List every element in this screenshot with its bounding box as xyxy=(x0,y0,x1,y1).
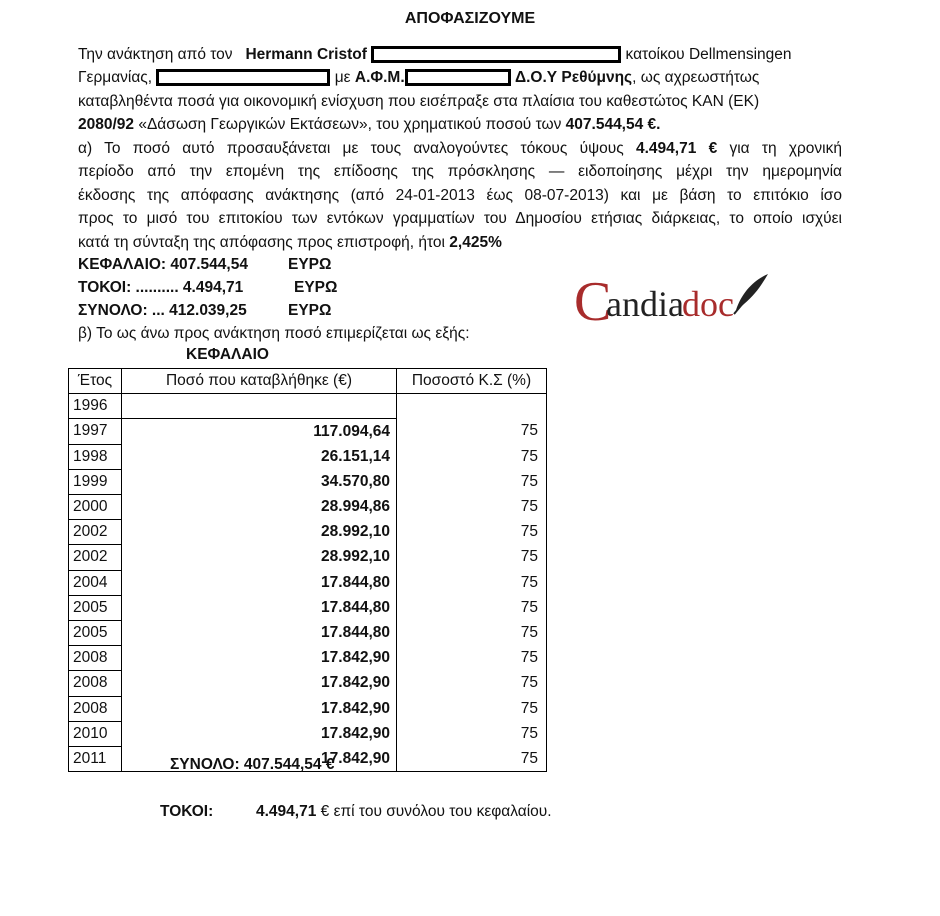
table-row xyxy=(69,721,547,746)
cell-year: 2005 xyxy=(69,595,122,620)
recovery-paragraph xyxy=(78,43,842,137)
table-row xyxy=(69,671,547,696)
cell-pct: 75 xyxy=(397,747,547,772)
breakdown-intro: β) Το ως άνω προς ανάκτηση ποσό επιμερίζεται ως εξής: xyxy=(78,325,470,342)
table-row xyxy=(69,696,547,721)
col-percent: Ποσοστό Κ.Σ (%) xyxy=(397,369,547,394)
page-title: ΑΠΟΦΑΣΙΖΟΥΜΕ xyxy=(404,10,536,27)
cell-amount: 28.992,10 xyxy=(122,520,397,545)
cell-year: 2010 xyxy=(69,721,122,746)
cell-pct: 75 xyxy=(397,444,547,469)
col-year: Έτος xyxy=(69,369,122,394)
table-row xyxy=(69,545,547,570)
cell-pct: 75 xyxy=(397,570,547,595)
table-row xyxy=(69,520,547,545)
cell-amount xyxy=(122,394,397,419)
capital-amount: 407.544,54 €. xyxy=(565,116,661,134)
table-row xyxy=(69,394,547,419)
cell-amount: 17.844,80 xyxy=(122,570,397,595)
cell-year: 2004 xyxy=(69,570,122,595)
interest-rate-line: κατά τη σύνταξη της απόφασης προς επιστροφή, ήτοι 2,425% xyxy=(78,234,502,251)
table-row xyxy=(69,469,547,494)
cell-year: 2008 xyxy=(69,696,122,721)
table-heading: ΚΕΦΑΛΑΙΟ xyxy=(186,346,269,363)
table-row xyxy=(69,570,547,595)
line-1: Την ανάκτηση από τον Hermann Cristof κατοίκου Dellmensingen xyxy=(78,46,792,63)
summary-total: ΣΥΝΟΛΟ: ... 412.039,25 ΕΥΡΩ xyxy=(78,302,332,319)
quill-icon xyxy=(574,272,774,328)
cell-pct: 75 xyxy=(397,520,547,545)
cell-year: 2011 xyxy=(69,747,122,772)
cell-pct: 75 xyxy=(397,495,547,520)
cell-year: 1996 xyxy=(69,394,122,419)
table-row xyxy=(69,495,547,520)
cell-amount: 117.094,64 xyxy=(122,419,397,444)
cell-year: 2008 xyxy=(69,671,122,696)
table-row xyxy=(69,595,547,620)
cell-pct: 75 xyxy=(397,721,547,746)
table-row xyxy=(69,646,547,671)
cell-amount: 17.842,90 xyxy=(122,671,397,696)
interest-paragraph: α) Το ποσό αυτό προσαυξάνεται με τους αναλογούντες τόκους ύψους 4.494,71 € για τη χρονική περίοδο από την επομένη της επίδοσης της πρόσκλησης — ειδοποίησης μέχρι την ημερομηνία έκδοσης της απόφασης ανάκτησης (από 24-01-2013 έως 08-07-2013) και με βάση το επιτόκιο ίσο προς το μισό του επιτοκίου των εντόκων γραμματίων του Δημοσίου ετήσιας διάρκειας, το οποίο ισχύει xyxy=(78,140,842,228)
line-4: 2080/92 «Δάσωση Γεωργικών Εκτάσεων», του χρηματικού ποσού των 407.544,54 €. xyxy=(78,116,661,134)
summary-interest: ΤΟΚΟΙ: .......... 4.494,71 ΕΥΡΩ xyxy=(78,279,338,296)
cell-year: 1998 xyxy=(69,444,122,469)
svg-text:andia: andia xyxy=(606,284,684,324)
interest-rate: 2,425% xyxy=(449,234,502,251)
cell-pct xyxy=(397,394,547,419)
cell-pct: 75 xyxy=(397,646,547,671)
table-total: ΣΥΝΟΛΟ: 407.544,54 € xyxy=(170,756,335,773)
debtor-name: Hermann Cristof xyxy=(245,46,367,63)
cell-amount: 17.842,90 xyxy=(122,747,397,772)
cell-amount: 17.844,80 xyxy=(122,595,397,620)
cell-year: 2005 xyxy=(69,621,122,646)
cell-amount: 17.842,90 xyxy=(122,646,397,671)
capital-table xyxy=(68,368,547,772)
cell-pct: 75 xyxy=(397,671,547,696)
col-amount: Ποσό που καταβλήθηκε (€) xyxy=(122,369,397,394)
redaction-box xyxy=(156,69,330,86)
cell-amount: 28.992,10 xyxy=(122,545,397,570)
cell-pct: 75 xyxy=(397,595,547,620)
cell-pct: 75 xyxy=(397,621,547,646)
redaction-box xyxy=(405,69,511,86)
summary-capital: ΚΕΦΑΛΑΙΟ: 407.544,54 ΕΥΡΩ xyxy=(78,256,332,273)
cell-year: 2008 xyxy=(69,646,122,671)
cell-amount: 17.844,80 xyxy=(122,621,397,646)
cell-year: 1999 xyxy=(69,469,122,494)
table-row xyxy=(69,419,547,444)
table-row xyxy=(69,444,547,469)
line-2: Γερμανίας, με Α.Φ.Μ. Δ.Ο.Υ Ρεθύμνης, ως αχρεωστήτως xyxy=(78,69,760,87)
cell-year: 2002 xyxy=(69,520,122,545)
interest-amount: 4.494,71 € xyxy=(635,140,718,157)
cell-pct: 75 xyxy=(397,696,547,721)
cell-pct: 75 xyxy=(397,469,547,494)
interest-footer: ΤΟΚΟΙ: 4.494,71 € επί του συνόλου του κεφαλαίου. xyxy=(160,803,552,820)
cell-year: 2000 xyxy=(69,495,122,520)
cell-amount: 26.151,14 xyxy=(122,444,397,469)
cell-amount: 17.842,90 xyxy=(122,696,397,721)
cell-amount: 28.994,86 xyxy=(122,495,397,520)
cell-amount: 34.570,80 xyxy=(122,469,397,494)
cell-year: 1997 xyxy=(69,419,122,444)
cell-year: 2002 xyxy=(69,545,122,570)
candiadoc-logo xyxy=(574,272,774,328)
svg-text:C: C xyxy=(574,272,612,328)
line-3: καταβληθέντα ποσά για οικονομική ενίσχυση που εισέπραξε στα πλαίσια του καθεστώτος ΚΑΝ (ΕΚ) xyxy=(78,92,760,110)
svg-text:doc: doc xyxy=(682,284,734,324)
table-row xyxy=(69,621,547,646)
cell-pct: 75 xyxy=(397,545,547,570)
redaction-box xyxy=(371,46,621,63)
cell-pct: 75 xyxy=(397,419,547,444)
cell-amount: 17.842,90 xyxy=(122,721,397,746)
